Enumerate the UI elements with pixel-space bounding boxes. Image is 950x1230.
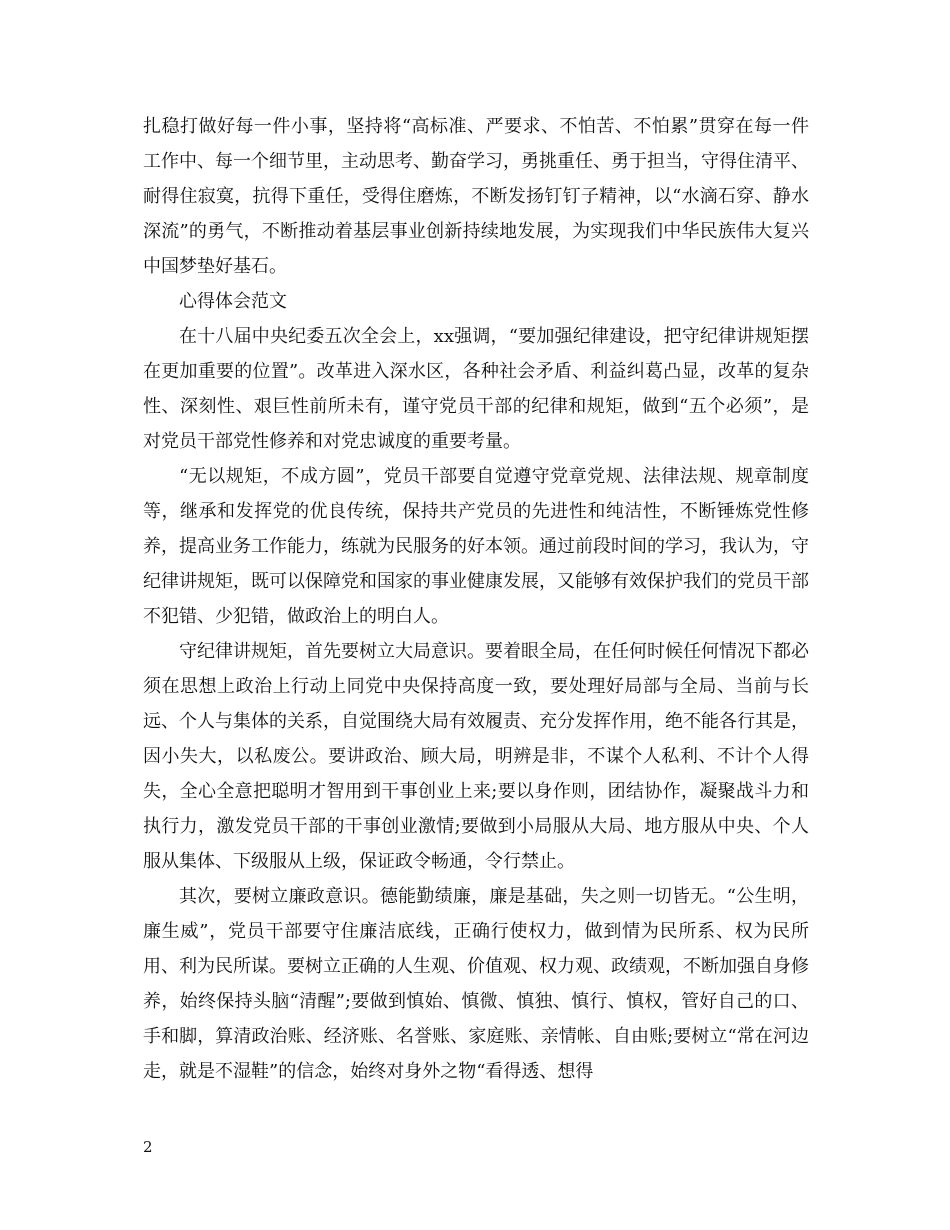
paragraph-continued: 扎稳打做好每一件小事，坚持将“高标准、严要求、不怕苦、不怕累”贯穿在每一件工作中、每一个细节里，主动思考、勤奋学习，勇挑重任、勇于担当，守得住清平、耐得住寂寞，抗得下重任，受得住磨炼，不断发扬钉钉子精神，以“水滴石穿、静水深流”的勇气，不断推动着基层事业创新持续地发展，为实现我们中华民族伟大复兴中国梦垫好基石。 [143, 116, 809, 277]
paragraph-integrity: 其次，要树立廉政意识。德能勤绩廉，廉是基础，失之则一切皆无。“公生明，廉生威”，党员干部要守住廉洁底线，正确行使权力，做到情为民所系、权为民所用、利为民所谋。要树立正确的人生观、价值观、权力观、政绩观，不断加强自身修养，始终保持头脑“清醒”;要做到慎始、慎微、慎独、慎行、慎权，管好自己的口、手和脚，算清政治账、经济账、名誉账、家庭账、亲情帐、自由账;要树立“常在河边走，就是不湿鞋”的信念，始终对身外之物“看得透、想得 [143, 886, 809, 1082]
section-heading: 心得体会范文 [179, 291, 287, 312]
page-number: 2 [143, 1138, 153, 1156]
paragraph-intro: 在十八届中央纪委五次全会上，xx强调，“要加强纪律建设，把守纪律讲规矩摆在更加重要的位置”。改革进入深水区，各种社会矛盾、利益纠葛凸显，改革的复杂性、深刻性、艰巨性前所未有，谨守党员干部的纪律和规矩，做到“五个必须”，是对党员干部党性修养和对党忠诚度的重要考量。 [143, 326, 809, 452]
document-body [143, 109, 809, 1089]
paragraph-big-picture: 守纪律讲规矩，首先要树立大局意识。要着眼全局，在任何时候任何情况下都必须在思想上政治上行动上同党中央保持高度一致，要处理好局部与全局、当前与长远、个人与集体的关系，自觉围绕大局有效履责、充分发挥作用，绝不能各行其是，因小失大，以私废公。要讲政治、顾大局，明辨是非，不谋个人私利、不计个人得失，全心全意把聪明才智用到干事创业上来;要以身作则，团结协作，凝聚战斗力和执行力，激发党员干部的干事创业激情;要做到小局服从大局、地方服从中央、个人服从集体、下级服从上级，保证政令畅通，令行禁止。 [143, 641, 809, 872]
paragraph-rules: “无以规矩，不成方圆”，党员干部要自觉遵守党章党规、法律法规、规章制度等，继承和发挥党的优良传统，保持共产党员的先进性和纯洁性，不断锤炼党性修养，提高业务工作能力，练就为民服务的好本领。通过前段时间的学习，我认为，守纪律讲规矩，既可以保障党和国家的事业健康发展，又能够有效保护我们的党员干部不犯错、少犯错，做政治上的明白人。 [143, 466, 809, 627]
